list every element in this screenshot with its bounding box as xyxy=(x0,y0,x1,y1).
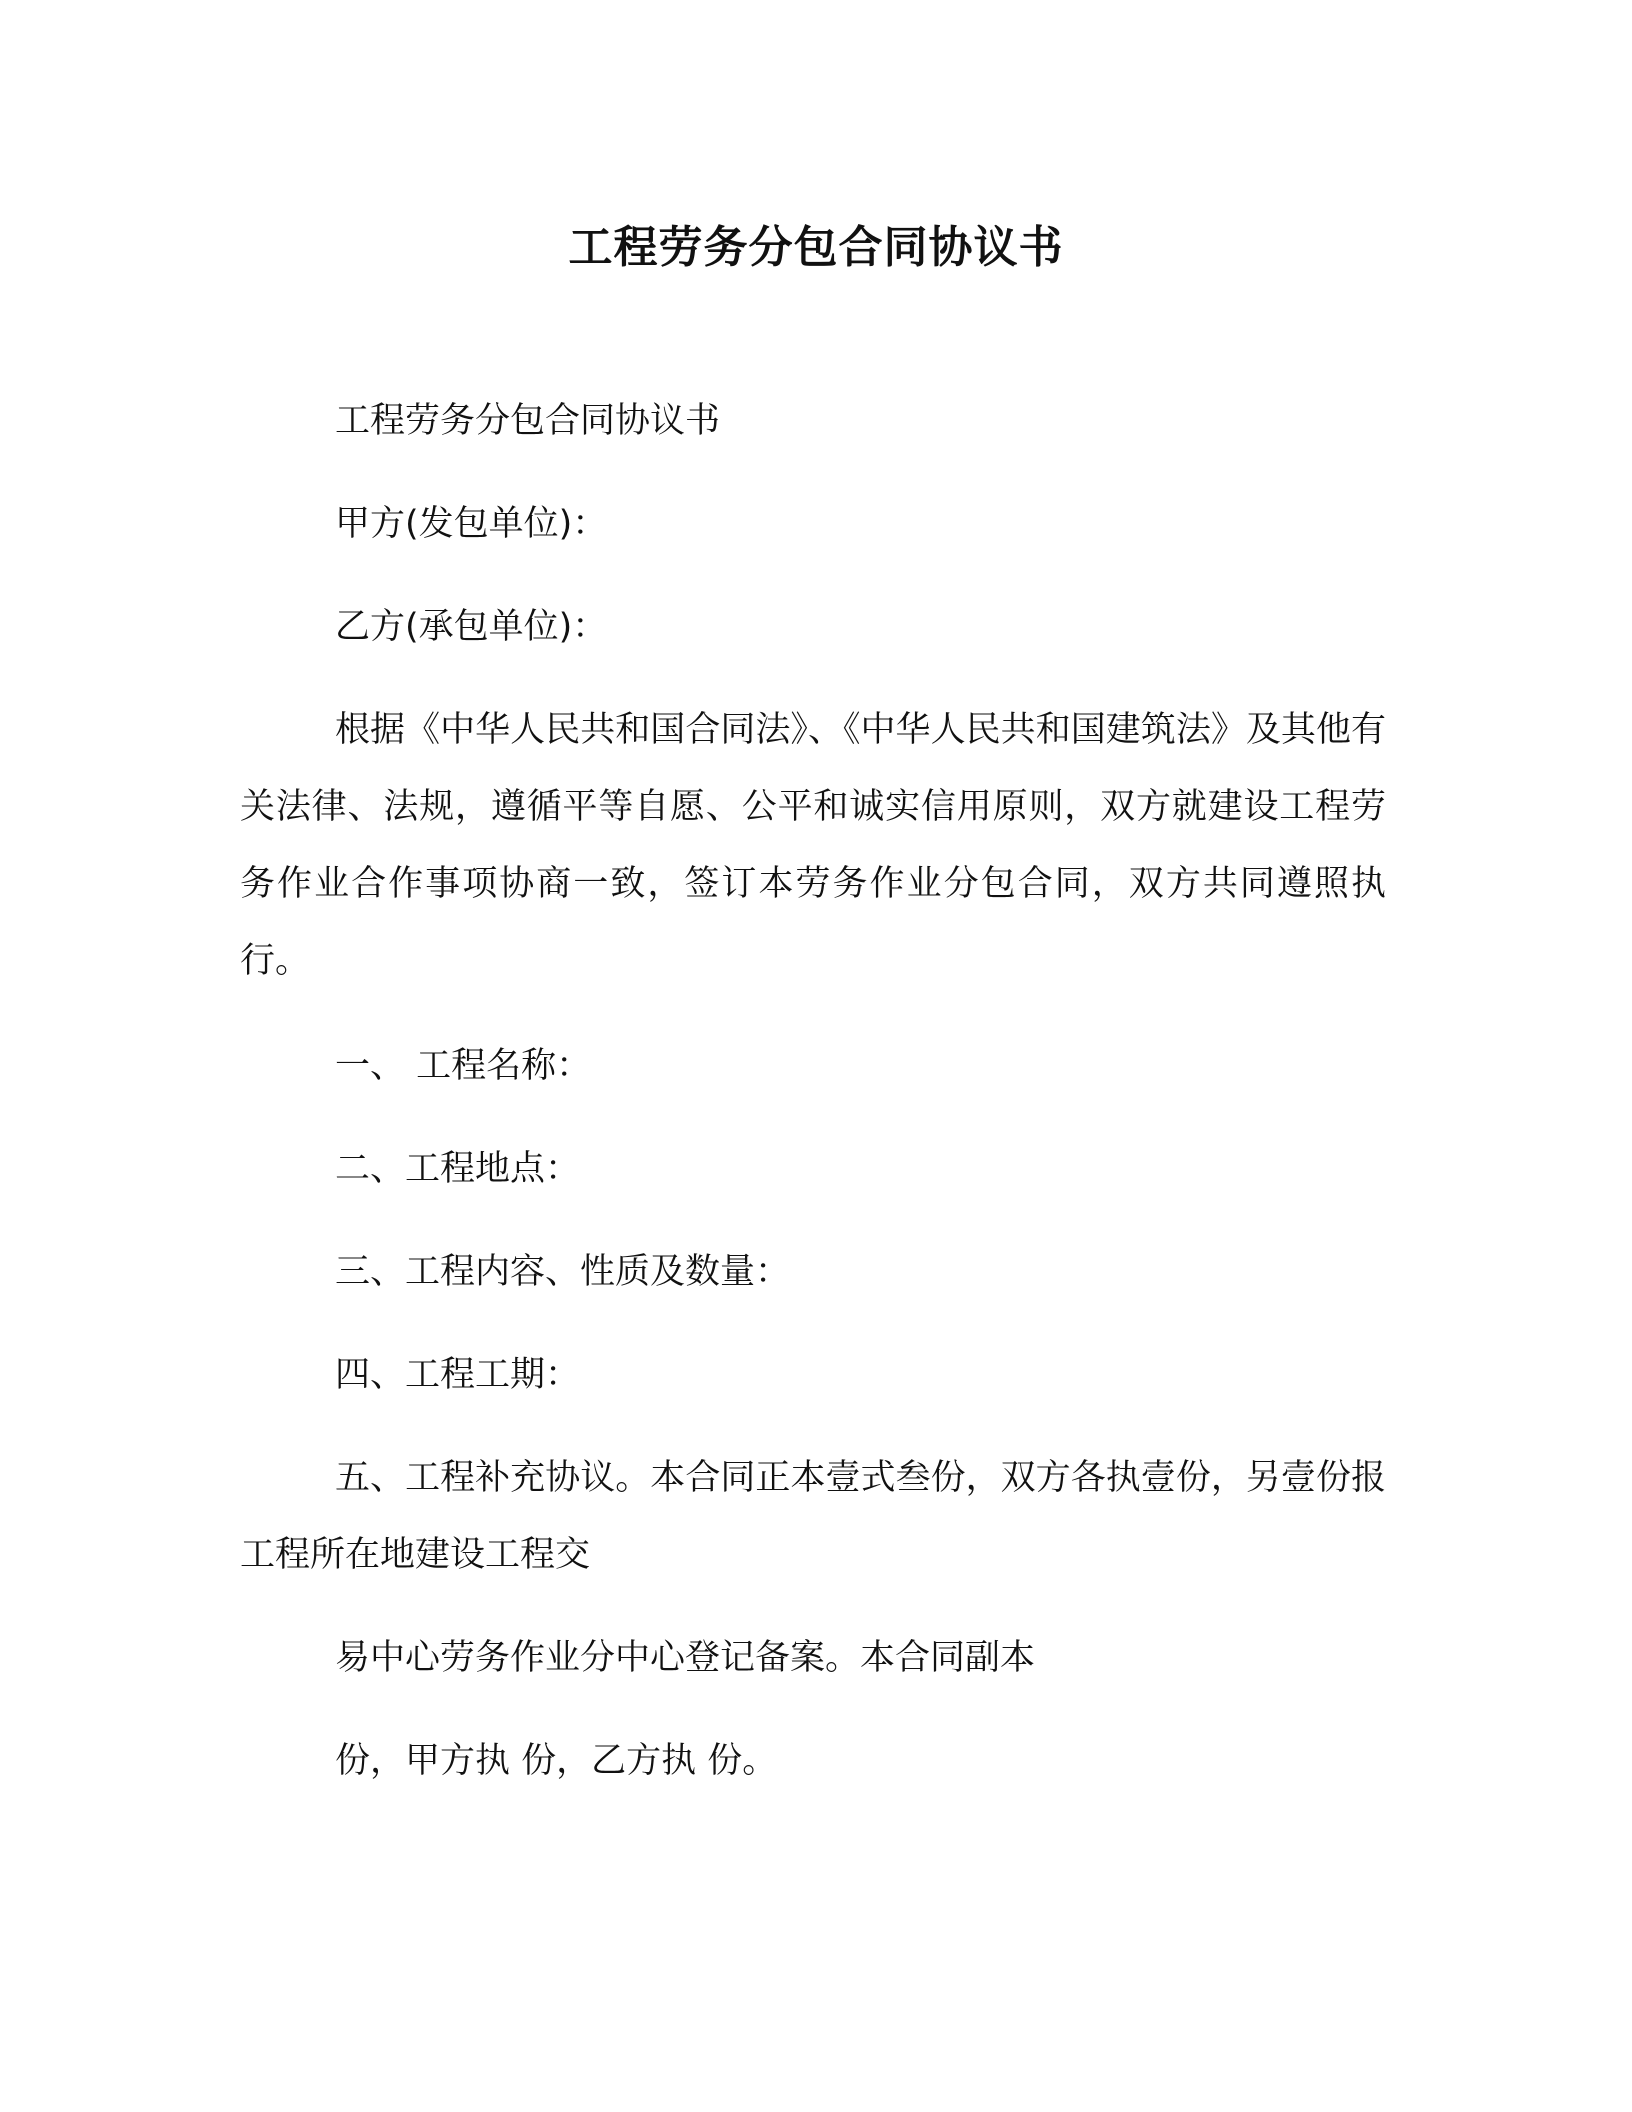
document-title: 工程劳务分包合同协议书 xyxy=(568,222,1064,273)
paragraph-preamble: 根据《中华人民共和国合同法》、《中华人民共和国建筑法》及其他有关法律、法规，遵循平等自愿、公平和诚实信用原则，双方就建设工程劳务作业合作事项协商一致，签订本劳务作业分包合同，双方共同遵照执行。 xyxy=(240,710,1386,981)
paragraph-heading: 工程劳务分包合同协议书 xyxy=(335,401,721,441)
paragraph-party-b: 乙方(承包单位)： xyxy=(335,607,608,647)
paragraph-project-name: 一、 工程名称： xyxy=(335,1046,592,1086)
paragraph-project-location: 二、工程地点： xyxy=(335,1149,581,1189)
paragraph-project-content: 三、工程内容、性质及数量： xyxy=(335,1252,791,1292)
paragraph-project-duration: 四、工程工期： xyxy=(335,1355,581,1395)
paragraph-party-a: 甲方(发包单位)： xyxy=(335,504,608,544)
paragraph-supplement: 五、工程补充协议。本合同正本壹式叁份，双方各执壹份，另壹份报工程所在地建设工程交 xyxy=(240,1458,1386,1575)
paragraph-registration: 易中心劳务作业分中心登记备案。本合同副本 xyxy=(335,1638,1036,1678)
paragraph-copies: 份，甲方执 份，乙方执 份。 xyxy=(335,1741,778,1781)
